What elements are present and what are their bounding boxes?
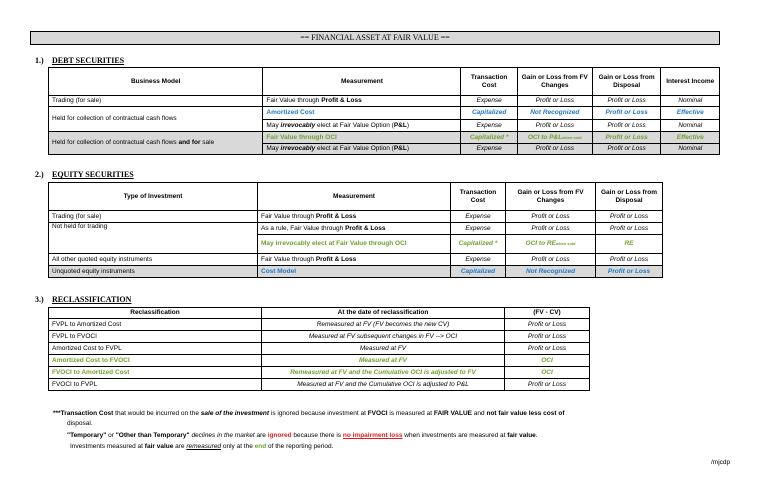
- table-row: [49, 211, 663, 223]
- cell: Fair Value through OCI: [263, 132, 461, 144]
- footnote-line-2: [67, 419, 93, 429]
- footnote-text: of the reporting period.: [266, 443, 334, 450]
- cell: Profit or Loss: [506, 254, 596, 266]
- footnote-text: fair value: [507, 432, 536, 439]
- cell: Profit or Loss: [596, 254, 663, 266]
- cell: [258, 223, 451, 235]
- cell-bold: irrevocably: [280, 145, 316, 152]
- cell-text: May: [266, 121, 281, 129]
- footnote-text: and: [472, 410, 487, 417]
- cell: FVOCI to Amortized Cost: [49, 367, 262, 379]
- section-label: DEBT SECURITIES: [52, 56, 125, 65]
- footnote-text: "Other than Temporary": [115, 432, 190, 439]
- page-title: == FINANCIAL ASSET AT FAIR VALUE ==: [30, 31, 720, 45]
- cell: Measured at FV: [262, 355, 505, 367]
- cell: Not Recognized: [506, 266, 596, 278]
- cell: Capitalized: [461, 107, 517, 120]
- cell: Profit or Loss: [592, 132, 661, 144]
- cell: Amortized Cost to FVPL: [49, 343, 262, 355]
- footnote-text: Investments measured at: [70, 443, 145, 450]
- reclassification-table: [48, 307, 590, 391]
- cell: [49, 132, 263, 155]
- equity-securities-table: [48, 182, 663, 278]
- table-row: [49, 343, 590, 355]
- section-label: EQUITY SECURITIES: [52, 170, 134, 179]
- cell-text: ): [406, 145, 410, 152]
- cell: FVOCI to FVPL: [49, 379, 262, 391]
- cell: Capitalized: [451, 266, 506, 278]
- header-gain-disposal: Gain or Loss from Disposal: [592, 68, 661, 96]
- footnote-text: ***Transaction Cost: [53, 410, 114, 417]
- section-debt-heading: [35, 56, 124, 65]
- cell: Expense: [461, 96, 517, 107]
- footnote-text: that would be incurred on the: [113, 410, 201, 417]
- cell: Not held for trading: [49, 223, 258, 254]
- cell: Capitalized *: [461, 132, 517, 144]
- cell: Profit or Loss: [596, 211, 663, 223]
- table-row: [49, 331, 590, 343]
- cell: [263, 144, 461, 155]
- table-row: [49, 223, 663, 235]
- footnote-line-4: [70, 442, 333, 452]
- footnote-line-3: [67, 431, 538, 441]
- cell: Expense: [461, 120, 517, 132]
- cell: Trading (for sale): [49, 211, 258, 223]
- cell-text: Fair Value through: [261, 212, 316, 220]
- footnote-text: when investments are measured at: [402, 432, 508, 439]
- cell: RE: [596, 235, 663, 254]
- cell: [517, 132, 592, 144]
- cell-bold: Profit & Loss: [315, 255, 357, 263]
- footnote-text: .: [535, 432, 538, 439]
- cell: Effective: [661, 107, 720, 120]
- cell-text: elect at Fair Value Option (: [315, 145, 394, 152]
- table-row: [49, 367, 590, 379]
- table-row: [49, 355, 590, 367]
- footnote-text: FVOCI: [367, 410, 388, 417]
- header-gain-fv: Gain or Loss from FV Changes: [517, 68, 592, 96]
- cell-text: May: [266, 145, 281, 152]
- cell: Not Recognized: [517, 107, 592, 120]
- cell-bold: Profit & Loss: [345, 224, 386, 232]
- header-reclassification: Reclassification: [49, 308, 262, 319]
- cell: Profit or Loss: [505, 331, 590, 343]
- section-number: 1.): [35, 56, 44, 65]
- footnote-text: disposal.: [67, 420, 93, 427]
- cell: Remeasured at FV (FV becomes the new CV): [262, 319, 505, 331]
- header-measurement: Measurement: [258, 183, 451, 211]
- footnote-text: ignored: [267, 432, 292, 439]
- cell-text: sale: [200, 139, 215, 146]
- table-row: [49, 319, 590, 331]
- footnote-text: declines in the market: [189, 432, 255, 439]
- cell-text: OCI to P&L: [527, 133, 563, 141]
- cell: Profit or Loss: [517, 96, 592, 107]
- footnote-text: not fair value less cost of: [486, 410, 565, 417]
- table-row: [49, 96, 720, 107]
- cell: [506, 235, 596, 254]
- section-label: RECLASSIFICATION: [52, 295, 132, 304]
- cell: Profit or Loss: [506, 223, 596, 235]
- footnote-text: are: [173, 443, 187, 450]
- footnote-text: is ignored because investment at: [269, 410, 368, 417]
- section-number: 3.): [35, 295, 44, 304]
- cell: Amortized Cost to FVOCI: [49, 355, 262, 367]
- header-type-of-investment: Type of Investment: [49, 183, 258, 211]
- cell: Measured at FV subsequent changes in FV --> OCI: [262, 331, 505, 343]
- cell-bold: P&L: [393, 145, 407, 152]
- author-signature: /mjcdp: [711, 459, 731, 466]
- header-transaction-cost: Transaction Cost: [461, 68, 517, 96]
- table-row: [49, 132, 720, 144]
- footnote-text: no impairment loss: [342, 432, 403, 439]
- header-business-model: Business Model: [49, 68, 263, 96]
- cell-bold: Profit & Loss: [321, 97, 362, 104]
- cell: Unquoted equity instruments: [49, 266, 258, 278]
- header-gain-disposal: Gain or Loss from Disposal: [596, 183, 663, 211]
- header-transaction-cost: Transaction Cost: [451, 183, 506, 211]
- cell: Profit or Loss: [592, 96, 661, 107]
- cell: Nominal: [661, 96, 720, 107]
- cell: Profit or Loss: [517, 144, 592, 155]
- cell-text: elect at Fair Value Option (: [315, 121, 394, 129]
- section-number: 2.): [35, 170, 44, 179]
- cell: Expense: [451, 223, 506, 235]
- section-reclass-heading: [35, 295, 131, 304]
- cell: [258, 211, 451, 223]
- header-date-of-reclass: At the date of reclassification: [262, 308, 505, 319]
- cell: Profit or Loss: [505, 343, 590, 355]
- cell: Expense: [461, 144, 517, 155]
- footnote-text: fair value: [144, 443, 174, 450]
- cell-text: As a rule, Fair Value through: [261, 224, 346, 232]
- cell-bold: irrevocably: [280, 121, 316, 129]
- cell: Profit or Loss: [592, 144, 661, 155]
- footnote-text: or: [106, 432, 116, 439]
- cell-subscript: when sold: [555, 241, 576, 246]
- cell: Amortized Cost: [263, 107, 461, 120]
- cell: Profit or Loss: [596, 266, 663, 278]
- cell: FVPL to FVOCI: [49, 331, 262, 343]
- section-equity-heading: [35, 170, 134, 179]
- footnote-text: FAIR VALUE: [433, 410, 472, 417]
- table-header-row: [49, 308, 590, 319]
- header-fv-cv: (FV - CV): [505, 308, 590, 319]
- footnote-text: because there is: [291, 432, 343, 439]
- table-row: [49, 107, 720, 120]
- cell: [258, 254, 451, 266]
- cell: Remeasured at FV and the Cumulative OCI is adjusted to FV: [262, 367, 505, 379]
- footnote-text: sale of the investment: [200, 410, 270, 417]
- cell: Profit or Loss: [505, 379, 590, 391]
- cell: May irrevocably elect at Fair Value through OCI: [258, 235, 451, 254]
- cell: Measured at FV: [262, 343, 505, 355]
- cell: [263, 96, 461, 107]
- cell: Profit or Loss: [596, 223, 663, 235]
- footnote-text: remeasured: [186, 443, 222, 450]
- table-row: [49, 266, 663, 278]
- cell-bold: P&L: [393, 121, 407, 129]
- cell: Effective: [661, 132, 720, 144]
- table-header-row: [49, 183, 663, 211]
- header-gain-fv: Gain or Loss from FV Changes: [506, 183, 596, 211]
- footnote-line-1: [53, 409, 565, 419]
- cell: Measured at FV and the Cumulative OCI is adjusted to P&L: [262, 379, 505, 391]
- cell-bold: Profit & Loss: [315, 212, 357, 220]
- cell: Profit or Loss: [592, 120, 661, 132]
- cell-text: OCI to RE: [525, 240, 556, 247]
- footnote-text: are: [254, 432, 268, 439]
- cell: Profit or Loss: [505, 319, 590, 331]
- footnote-text: only at the: [221, 443, 255, 450]
- table-row: [49, 379, 590, 391]
- cell: Nominal: [661, 120, 720, 132]
- cell: Capitalized *: [451, 235, 506, 254]
- cell: Trading (for sale): [49, 96, 263, 107]
- cell: Expense: [451, 254, 506, 266]
- cell: OCI: [505, 367, 590, 379]
- table-row: [49, 254, 663, 266]
- footnote-text: end: [254, 443, 267, 450]
- footnote-text: is measured at: [387, 410, 434, 417]
- cell-text: Fair Value through: [266, 97, 322, 104]
- cell: Expense: [451, 211, 506, 223]
- table-header-row: [49, 68, 720, 96]
- cell-text: Fair Value through: [261, 255, 316, 263]
- cell: OCI: [505, 355, 590, 367]
- cell: Nominal: [661, 144, 720, 155]
- header-interest-income: Interest Income: [661, 68, 720, 96]
- cell-text: Held for collection of contractual cash flows: [52, 139, 179, 146]
- cell: [263, 120, 461, 132]
- cell-bold: and for: [178, 139, 201, 146]
- header-measurement: Measurement: [263, 68, 461, 96]
- cell-subscript: when sold: [562, 134, 582, 140]
- cell: Cost Model: [258, 266, 451, 278]
- cell: Profit or Loss: [517, 120, 592, 132]
- cell-text: ): [406, 121, 410, 129]
- cell: Profit or Loss: [592, 107, 661, 120]
- cell: All other quoted equity instruments: [49, 254, 258, 266]
- debt-securities-table: [48, 67, 720, 155]
- footnote-text: "Temporary": [67, 432, 107, 439]
- cell: Held for collection of contractual cash flows: [49, 107, 263, 132]
- cell: FVPL to Amortized Cost: [49, 319, 262, 331]
- cell: Profit or Loss: [506, 211, 596, 223]
